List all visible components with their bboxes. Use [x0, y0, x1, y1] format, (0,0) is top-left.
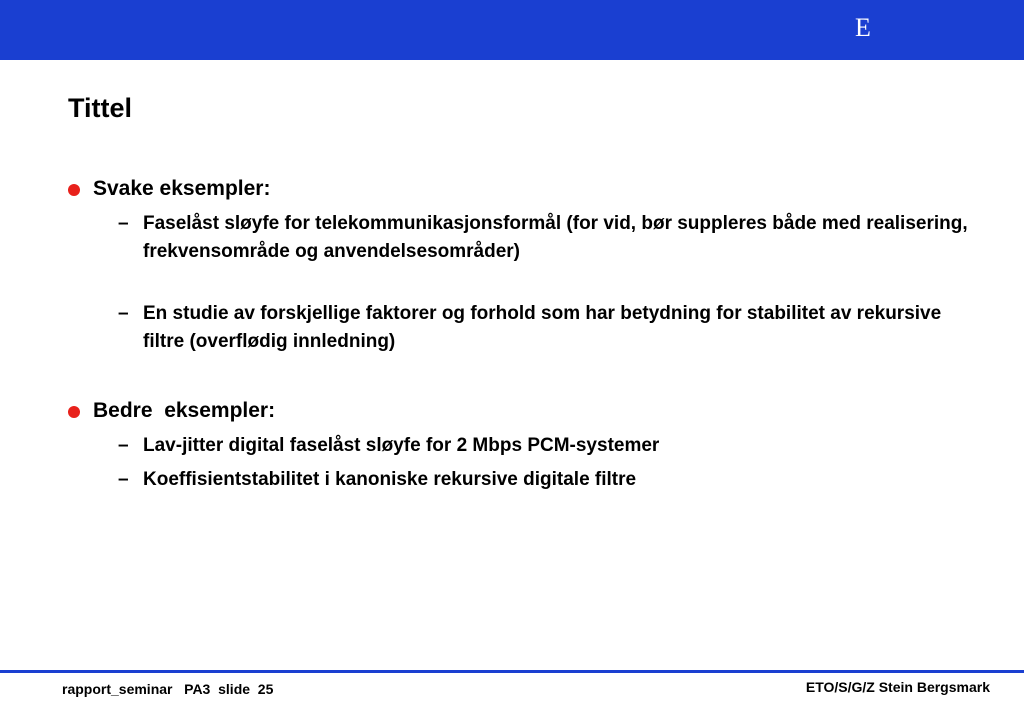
dash-icon: –: [118, 213, 129, 234]
logo-mark: E: [855, 13, 871, 42]
slide-title: Tittel: [68, 93, 133, 123]
footer-author: ETO/S/G/Z Stein Bergsmark: [805, 679, 990, 695]
bullet-dot-icon: [68, 184, 80, 196]
dash-icon: –: [118, 469, 129, 490]
footer-divider: [0, 670, 1024, 673]
list-item-text: En studie av forskjellige faktorer og forhold som har betydning for stabilitet av rekursive filtre (overflødig innledning): [143, 303, 942, 352]
header-bar: [0, 0, 1024, 60]
list-item: [118, 466, 968, 494]
section-heading-text: Bedre eksempler:: [93, 399, 276, 422]
list-item-text: Koeffisientstabilitet i kanoniske rekursive digitale filtre: [143, 469, 637, 490]
section-heading-text: Svake eksempler:: [93, 177, 271, 200]
footer-slide-info: rapport_seminar PA3 slide 25: [62, 681, 274, 697]
sub-list-better: [118, 432, 968, 494]
list-item: [118, 300, 968, 356]
list-item-text: Faselåst sløyfe for telekommunikasjonsformål (for vid, bør suppleres både med realisering, frekvensområde og anvendelsesområder): [143, 213, 968, 262]
slide-content: [68, 174, 968, 494]
bullet-dot-icon: [68, 406, 80, 418]
list-item: [118, 210, 968, 266]
section-heading-weak: [68, 174, 968, 204]
section-heading-better: [68, 396, 968, 426]
list-item: [118, 432, 968, 460]
list-item-text: Lav-jitter digital faselåst sløyfe for 2 Mbps PCM-systemer: [143, 435, 660, 456]
dash-icon: –: [118, 303, 129, 324]
sub-list-weak: [118, 210, 968, 356]
dash-icon: –: [118, 435, 129, 456]
